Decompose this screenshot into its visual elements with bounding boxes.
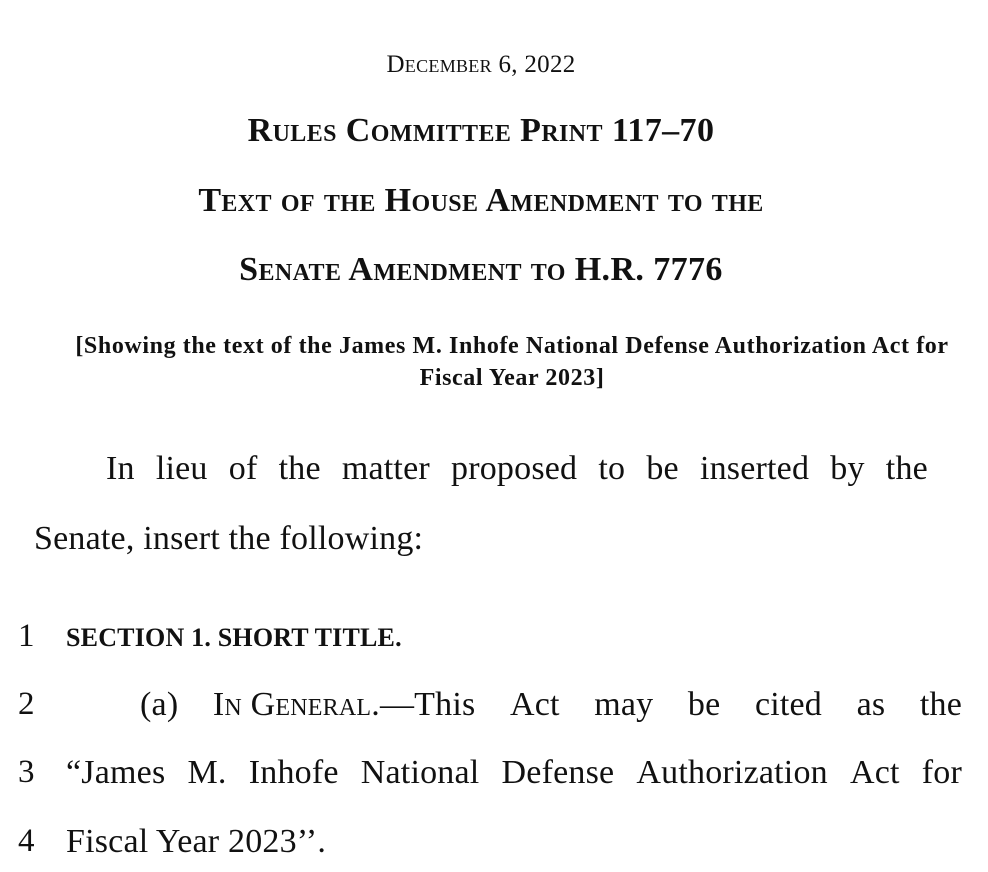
word: Defense bbox=[501, 754, 615, 791]
word: “James bbox=[66, 754, 166, 791]
line-number: 1 bbox=[18, 618, 35, 654]
word: the bbox=[885, 450, 928, 487]
word: In bbox=[106, 450, 135, 487]
amendment-title-line-2: Senate Amendment to H.R. 7776 bbox=[239, 251, 723, 288]
word: cited bbox=[754, 686, 823, 723]
section-heading: SECTION 1. SHORT TITLE. bbox=[66, 623, 402, 652]
print-title: Rules Committee Print 117–70 bbox=[247, 112, 715, 149]
word: Act bbox=[509, 686, 560, 723]
word: the bbox=[278, 450, 321, 487]
word: by bbox=[830, 450, 865, 487]
document-date: December 6, 2022 bbox=[386, 51, 576, 78]
word: of bbox=[228, 450, 258, 487]
word: may bbox=[594, 686, 654, 723]
word: be bbox=[646, 450, 679, 487]
intro-line-1 bbox=[106, 450, 928, 488]
showing-note: [Showing the text of the James M. Inhofe National Defense Authorization Act for Fiscal Year 2023] bbox=[75, 333, 949, 391]
line-number: 2 bbox=[18, 686, 35, 722]
word: National bbox=[360, 754, 480, 791]
line-number: 4 bbox=[18, 823, 35, 859]
word: inserted bbox=[699, 450, 810, 487]
word: for bbox=[921, 754, 962, 791]
word: proposed bbox=[451, 450, 578, 487]
word: —This bbox=[379, 686, 476, 723]
line-number: 3 bbox=[18, 754, 35, 790]
word: lieu bbox=[155, 450, 208, 487]
word: M. bbox=[187, 754, 227, 791]
subsection-lead bbox=[213, 686, 476, 724]
subsection-label: (a) bbox=[140, 686, 179, 723]
subsection-heading: In General. bbox=[212, 686, 380, 723]
word: the bbox=[919, 686, 962, 723]
word: Inhofe bbox=[248, 754, 339, 791]
word: to bbox=[598, 450, 626, 487]
word: be bbox=[687, 686, 721, 723]
word: Authorization bbox=[636, 754, 828, 791]
intro-line-2: Senate, insert the following: bbox=[34, 520, 424, 557]
body-line-3 bbox=[66, 754, 962, 792]
word: Act bbox=[849, 754, 900, 791]
body-line-2 bbox=[140, 686, 962, 724]
body-line-4: Fiscal Year 2023’’. bbox=[66, 823, 327, 860]
word: as bbox=[856, 686, 886, 723]
word: matter bbox=[341, 450, 430, 487]
amendment-title-line-1: Text of the House Amendment to the bbox=[198, 182, 764, 219]
